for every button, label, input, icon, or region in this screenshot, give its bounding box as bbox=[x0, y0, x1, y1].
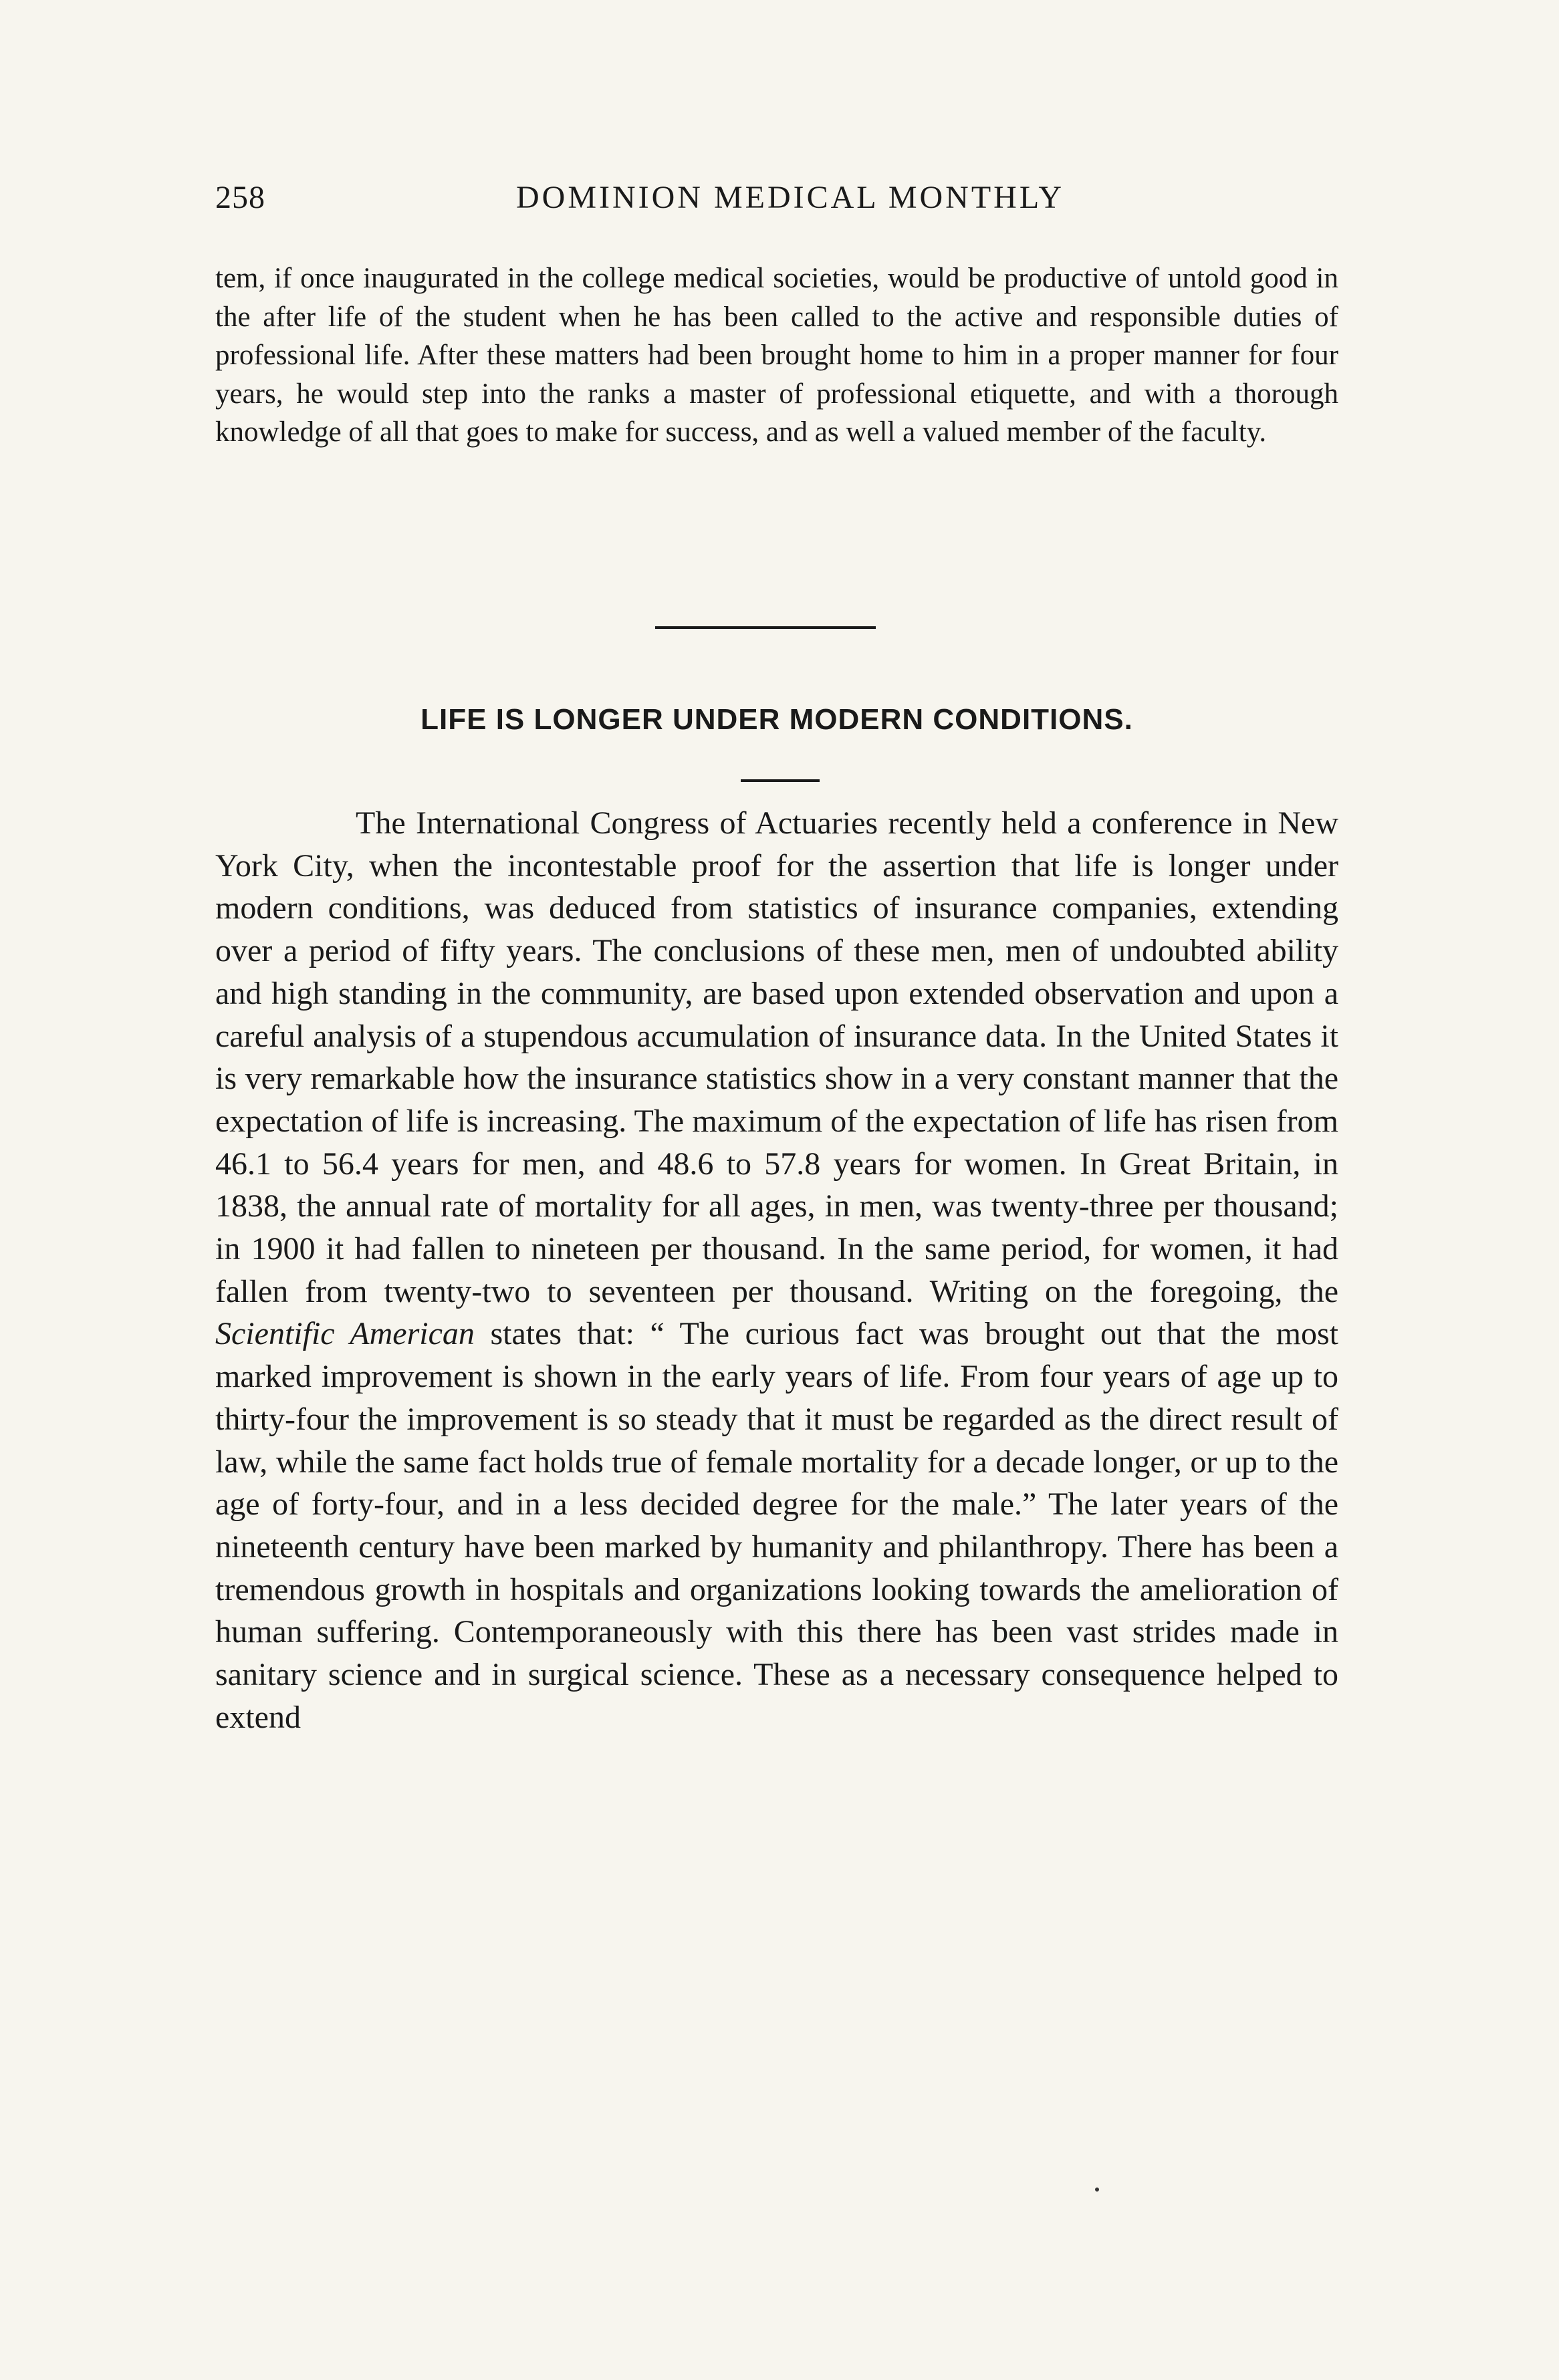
article-title: LIFE IS LONGER UNDER MODERN CONDITIONS. bbox=[421, 703, 1133, 736]
running-head: DOMINION MEDICAL MONTHLY bbox=[515, 180, 1064, 215]
article-text-after-italic: states that: “ The curious fact was brought out that the most marked improvement is shown in the early years of life. From four years of age up to thirty-four the improvement is so steady that it must be regarded as the direct result of law, while the same fact holds true of female mortality for a decade longer, or up to the age of forty-four, and in a less decided degree for the male.” The later years of the nineteenth century have been marked by humanity and philanthropy. There has been a tremendous growth in hospitals and organizations looking towards the amelioration of human suffering. Contemporaneously with this there has been vast strides made in sanitary science and in surgical science. These as a necessary consequence helped to extend bbox=[215, 1316, 1338, 1735]
paper-speck bbox=[1095, 2188, 1099, 2192]
continued-text: tem, if once inaugurated in the college medical societies, would be productive of untold good in the after life of the student when he has been called to the active and responsible duties of professional life. After these matters had been brought home to him in a proper manner for four years, he would step into the ranks a master of professional etiquette, and with a thorough knowledge of all that goes to make for success, and as well a valued member of the faculty. bbox=[215, 263, 1338, 448]
article-paragraph bbox=[215, 802, 1338, 1738]
publication-title: Scientific American bbox=[215, 1316, 475, 1352]
section-divider bbox=[655, 626, 876, 629]
page-number: 258 bbox=[215, 180, 265, 215]
article-text-before-italic: The International Congress of Actuaries recently held a conference in New York City, when the incontestable proof for the assertion that life is longer under modern conditions, was deduced from statistics of insurance companies, extending over a period of fifty years. The conclusions of these men, men of undoubted ability and high standing in the community, are based upon extended observation and upon a careful analysis of a stupendous accumulation of insurance data. In the United States it is very remarkable how the insurance statistics show in a very constant manner that the expectation of life is increasing. The maximum of the expectation of life has risen from 46.1 to 56.4 years for men, and 48.6 to 57.8 years for women. In Great Britain, in 1838, the annual rate of mortality for all ages, in men, was twenty-three per thousand; in 1900 it had fallen to nineteen per thousand. In the same period, for women, it had fallen from twenty-two to seventeen per thousand. Writing on the foregoing, the bbox=[215, 805, 1338, 1309]
article-body bbox=[215, 802, 1338, 1738]
continued-paragraph bbox=[215, 259, 1338, 452]
page-header bbox=[215, 179, 1338, 233]
title-rule bbox=[741, 779, 820, 782]
